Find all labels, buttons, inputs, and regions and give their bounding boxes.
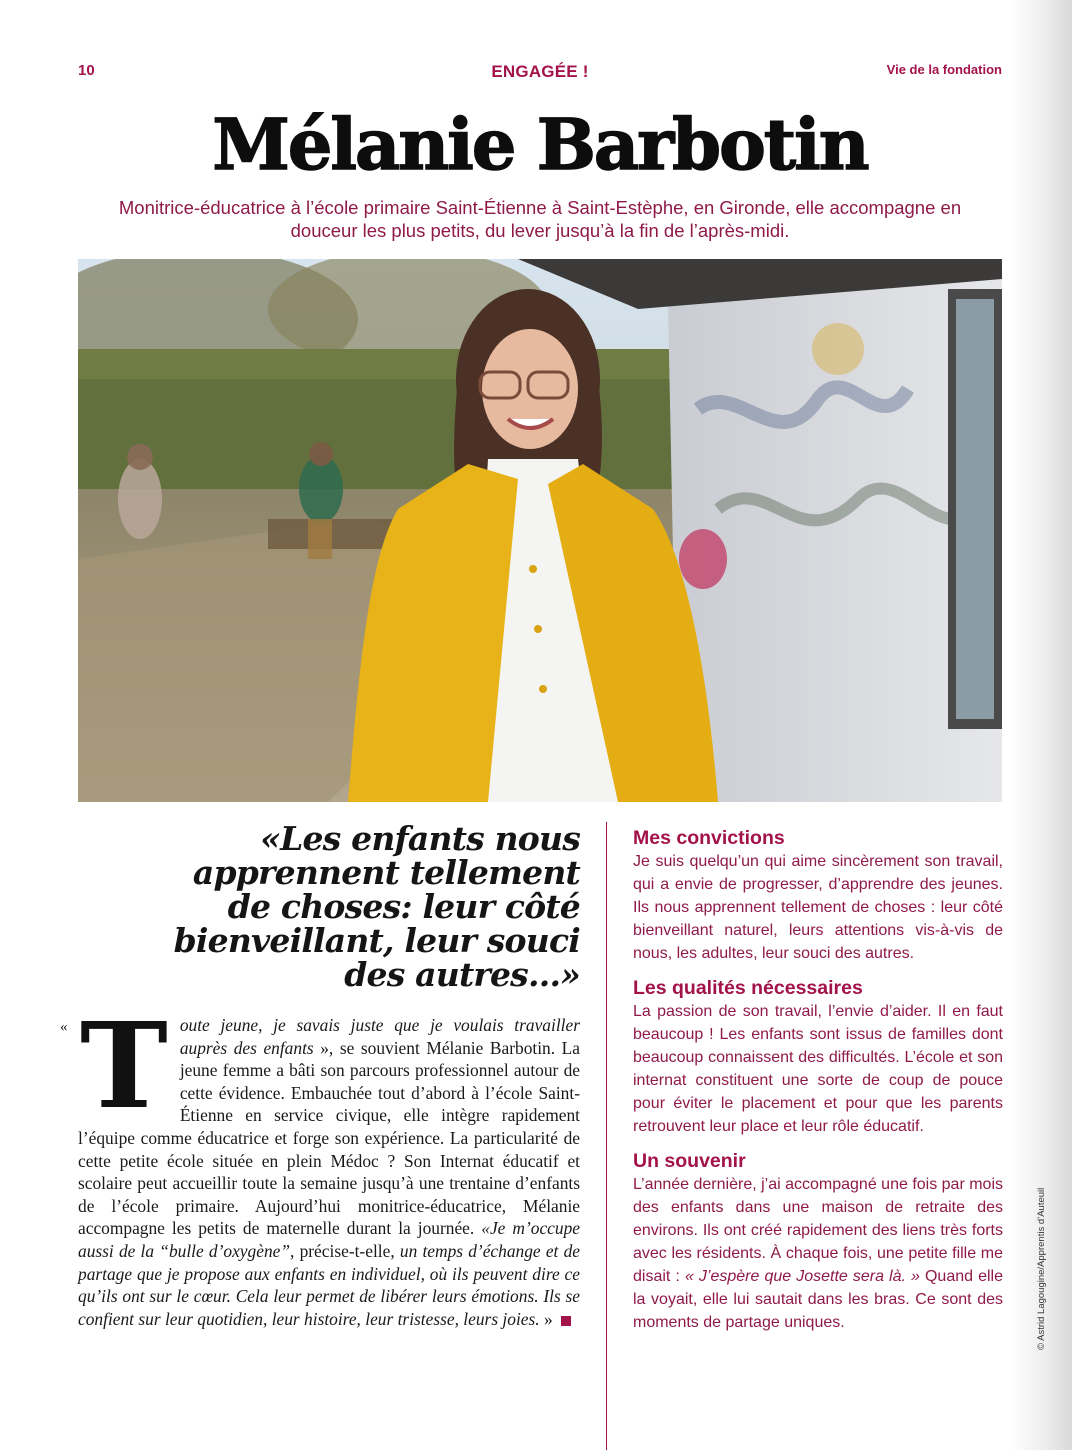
opening-quote-mark: « (60, 1019, 68, 1035)
category-label: Vie de la fondation (886, 62, 1002, 77)
drop-cap: T (80, 996, 168, 1135)
article-title: Mélanie Barbotin (212, 103, 868, 186)
pull-quote: «Les enfants nous apprennent tellement de choses: leur côté bienveillant, leur souci des autres…» (173, 819, 580, 994)
article-body (60, 996, 581, 1330)
article-quote-1: oute jeune, je savais juste que je voulais travailler auprès des enfants (179, 1015, 580, 1058)
sidebar-heading-convictions: Mes convictions (633, 827, 785, 849)
article-text-3: » (539, 1308, 553, 1329)
article-text-2: , précise-t-elle, (290, 1240, 400, 1261)
article-quote-2: «Je m’occupe aussi de la “bulle d’oxygène” (78, 1218, 581, 1261)
sidebar (633, 826, 1003, 1334)
article-quote-3: un temps d’échange et de partage que je propose aux enfants en individuel, où ils peuvent dire ce qu’ils ont sur le cœur. Cela leur permet de libérer leurs émotions. Ils se confient sur leur quotidien, leur histoire, leur tristesse, leurs joies. (78, 1240, 580, 1329)
page-number: 10 (78, 62, 95, 79)
sidebar-text-convictions: Je suis quelqu’un qui aime sincèrement son travail, qui a envie de progresser, d’apprendre des jeunes. Ils nous apprennent tellement de choses : leur côté bienveillant naturel, leurs attentions vis-à-vis de nous, les adultes, leur souci des autres. (633, 853, 1003, 962)
article-intro: Monitrice-éducatrice à l’école primaire Saint-Étienne à Saint-Estèphe, en Gironde, elle accompagne en douceur les plus petits, du lever jusqu’à la fin de l’après-midi. (118, 197, 962, 241)
sidebar-heading-qualites: Les qualités nécessaires (633, 977, 863, 999)
photo-credit: © Astrid Lagougine/Apprentis d’Auteuil (1036, 1187, 1047, 1350)
sidebar-text-qualites: La passion de son travail, l’envie d’aider. Il en faut beaucoup ! Les enfants sont issus de familles dont beaucoup connaissent des difficultés. L’école et son internat constituent une sorte de coup de pouce pour éviter le placement et pour que les parents retrouvent leur place et leur rôle éducatif. (633, 1003, 1003, 1135)
section-label: ENGAGÉE ! (491, 62, 589, 81)
portrait-photo (78, 259, 1002, 802)
sidebar-quote: « J’espère que Josette sera là. » (684, 1268, 920, 1285)
article-text-1: », se souvient Mélanie Barbotin. La jeune femme a bâti son parcours professionnel autour de cette évidence. Embauchée tout d’abord à l’école Saint-Étienne en service civique, elle intègre rapidement l’équipe comme éducatrice et forge son expérience. La particularité de cette petite école située en plein Médoc ? Son Internat éducatif et scolaire peut accueillir toute la semaine jusqu’à une trentaine d’enfants de l’école primaire. Aujourd’hui monitrice-éducatrice, Mélanie accompagne les petits de maternelle durant la journée. (78, 1037, 580, 1239)
sidebar-text-souvenir: L’année dernière, j’ai accompagné une fois par mois des enfants dans une maison de retraite des environs. Ils ont créé rapidement des liens très forts avec les résidents. À chaque fois, une petite fille me disait : « J’espère que Josette sera là. » Quand elle la voyait, elle lui sautait dans les bras. Ce sont des moments de partage uniques. (633, 1176, 1004, 1331)
sidebar-heading-souvenir: Un souvenir (633, 1150, 746, 1172)
end-mark-square (561, 1316, 571, 1326)
column-divider (606, 822, 607, 1450)
